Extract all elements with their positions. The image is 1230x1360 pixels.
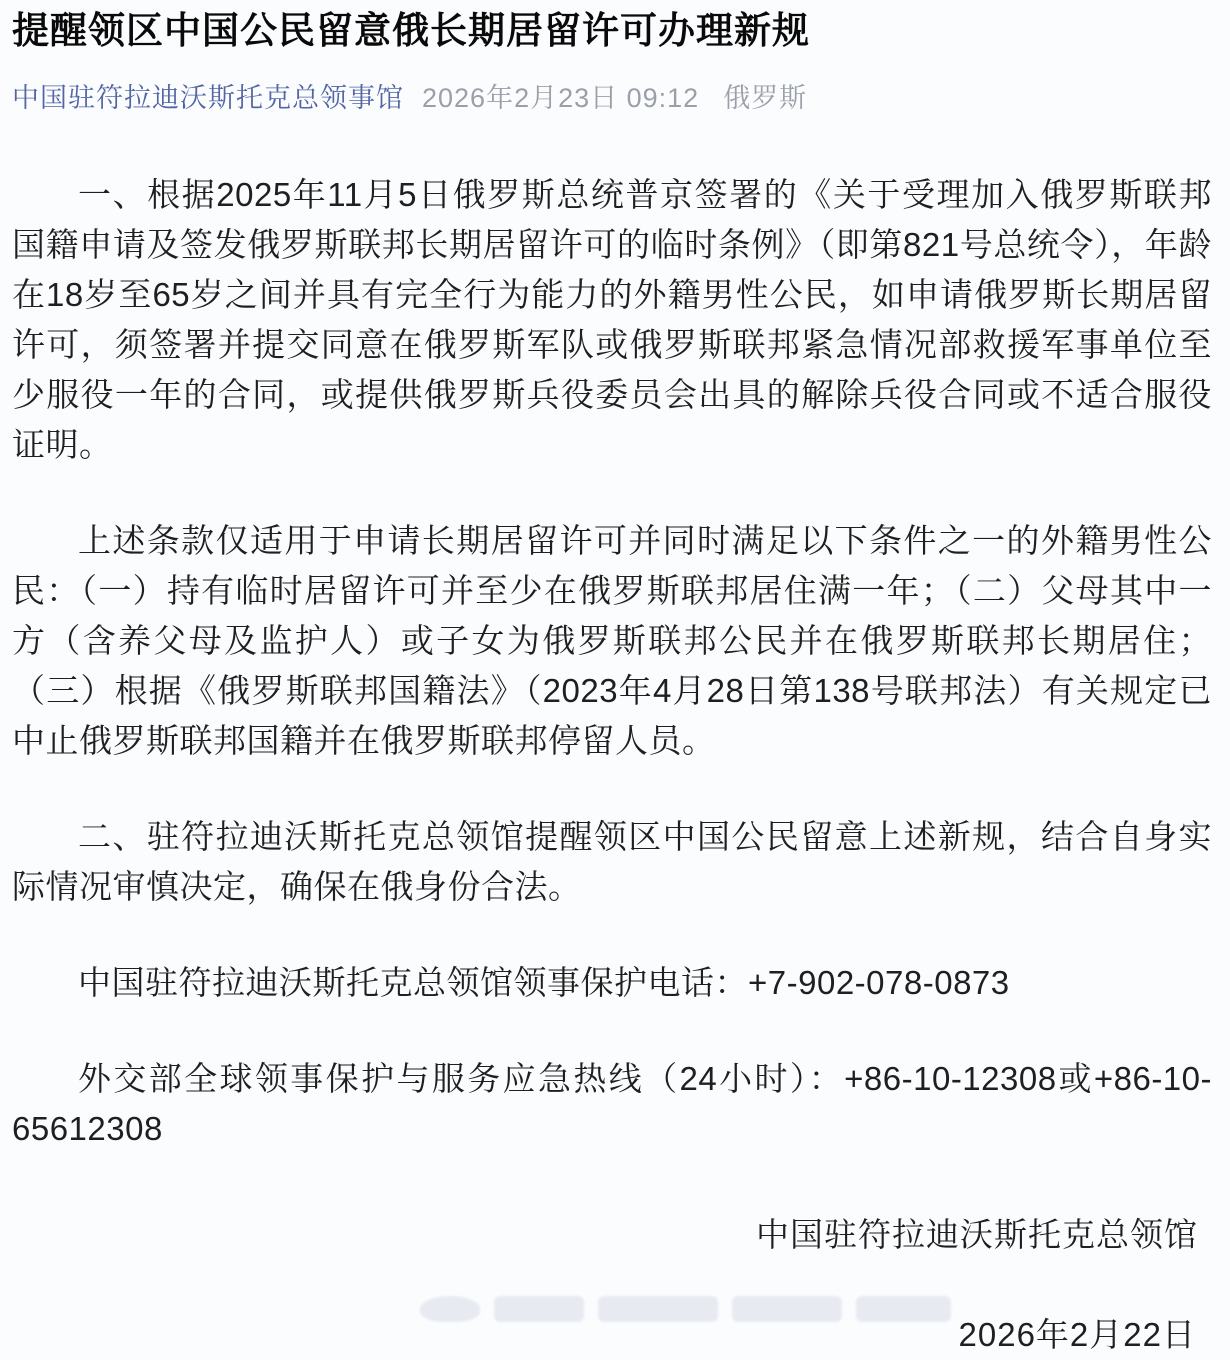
article-meta [12,80,1212,116]
article-body [12,170,1212,1154]
publish-location: 俄罗斯 [723,82,808,113]
paragraph-hotline: 外交部全球领事保护与服务应急热线（24小时）：+86-10-12308或+86-10-65612308 [12,1059,1212,1147]
source-link[interactable]: 中国驻符拉迪沃斯托克总领事馆 [12,82,404,113]
article-title: 提醒领区中国公民留意俄长期居留许可办理新规 [12,10,810,51]
paragraph-2: 上述条款仅适用于申请长期居留许可并同时满足以下条件之一的外籍男性公民：（一）持有临时居留许可并至少在俄罗斯联邦居住满一年；（二）父母其中一方（含养父母及监护人）或子女为俄罗斯联邦公民并在俄罗斯联邦长期居住；（三）根据《俄罗斯联邦国籍法》（2023年4月28日第138号联邦法）有关规定已中止俄罗斯联邦国籍并在俄罗斯联邦停留人员。 [12,521,1212,759]
paragraph-1: 一、根据2025年11月5日俄罗斯总统普京签署的《关于受理加入俄罗斯联邦国籍申请及签发俄罗斯联邦长期居留许可的临时条例》（即第821号总统令），年龄在18岁至65岁之间并具有完全行为能力的外籍男性公民，如申请俄罗斯长期居留许可，须签署并提交同意在俄罗斯军队或俄罗斯联邦紧急情况部救援军事单位至少服役一年的合同，或提供俄罗斯兵役委员会出具的解除兵役合同或不适合服役证明。 [12,175,1212,463]
publish-timestamp: 2026年2月23日 09:12 [422,82,700,113]
signature-line: 中国驻符拉迪沃斯托克总领馆 [756,1215,1198,1253]
paragraph-3: 二、驻符拉迪沃斯托克总领馆提醒领区中国公民留意上述新规，结合自身实际情况审慎决定，确保在俄身份合法。 [12,817,1212,905]
paragraph-consular-phone: 中国驻符拉迪沃斯托克总领馆领事保护电话：+7-902-078-0873 [78,963,1010,1001]
signature-date: 2026年2月22日 [958,1315,1196,1353]
